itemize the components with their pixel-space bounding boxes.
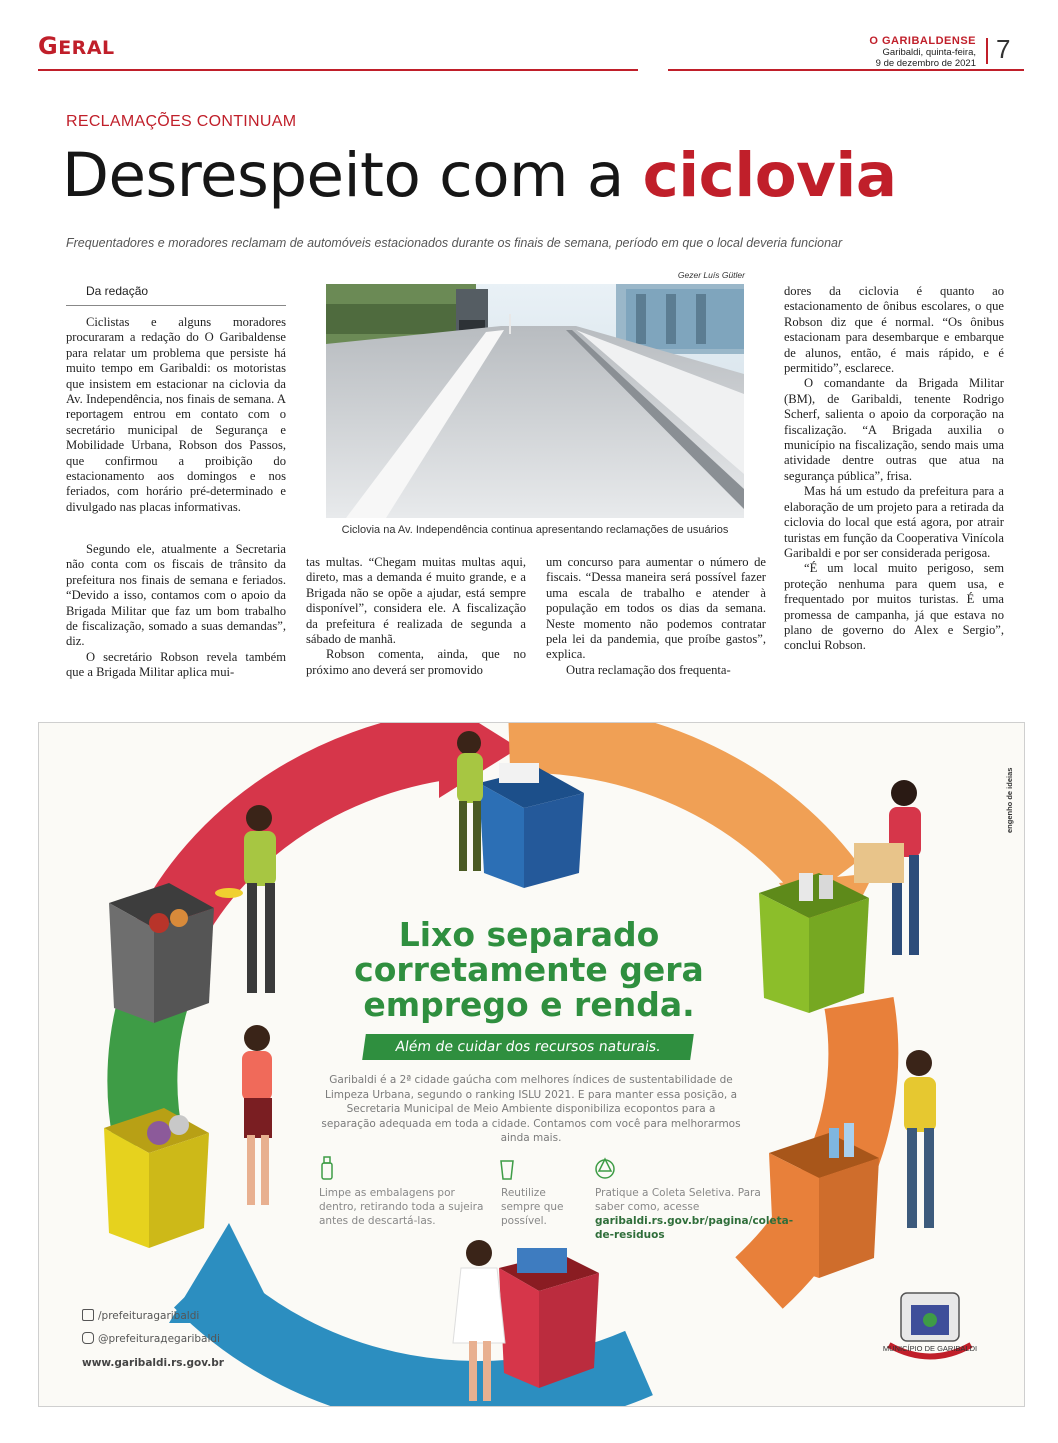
paragraph: dores da ciclovia é quanto ao estacionamento de ônibus escolares, o que Robson diz que é normal. “Os ônibus estacionam para desembarque e embarque de alunos, então, é mais rápido, e é permitido”, esclarece.: [784, 284, 1004, 376]
paragraph: O comandante da Brigada Militar (BM), de Garibaldi, tenente Rodrigo Scherf, salienta o apoio da corporação na fiscalização. “A Brigada auxilia o município na fiscalização, sendo mais uma atividade dentre outras que atua na segurança pública”, frisa.: [784, 376, 1004, 483]
dateline-1: Garibaldi, quinta-feira,: [882, 47, 976, 58]
tip-clean-packaging: Limpe as embalagens por dentro, retirando toda a sujeira antes de descartá-las.: [319, 1187, 484, 1227]
photo-caption: Ciclovia na Av. Independência continua apresentando reclamações de usuários: [341, 524, 729, 536]
article-kicker: RECLAMAÇÕES CONTINUAM: [66, 113, 297, 130]
article-column-1-bottom: [66, 542, 286, 681]
paragraph: Ciclistas e alguns moradores procuraram a redação do O Garibaldense para relatar um problema que persiste há muito tempo em Garibaldi: os motoristas que insistem em estacionar na ciclovia da Av. Independência, nos finais de semana. A reportagem entrou em contato com o secretário municipal de Segurança e Mobilidade Urbana, Robson dos Passos, que confirmou a proibição do estacionamento aos domingos e nos feriados, com horário pré-determinado e divulgado nas placas informativas.: [66, 315, 286, 514]
blue-bin: [479, 763, 584, 888]
article-photo: [326, 284, 744, 518]
tip-reuse: Reutilize sempre que possível.: [501, 1187, 564, 1227]
article-column-3: [546, 555, 766, 678]
tip-selective-text: Pratique a Coleta Seletiva. Para saber como, acesse: [595, 1187, 761, 1213]
collection-link[interactable]: garibaldi.rs.gov.br/pagina/coleta-de-residuos: [595, 1215, 794, 1241]
facebook-icon: [82, 1309, 94, 1321]
paper-name: O GARIBALDENSE: [869, 35, 976, 47]
paragraph: tas multas. “Chegam muitas multas aqui, direto, mas a demanda é muito grande, e a Brigada não se opõe a ajudar, está sempre disponível”, considera ele. A fiscalização da prefeitura é realizada de segunda a sábado de manhã.: [306, 555, 526, 647]
red-bin: [499, 1248, 599, 1388]
paragraph: Robson comenta, ainda, que no próximo ano deverá ser promovido: [306, 647, 526, 677]
blue-arrow-head: [169, 1223, 279, 1323]
municipal-website[interactable]: www.garibaldi.rs.gov.br: [82, 1357, 224, 1369]
ad-title: Lixo separado corretamente gera emprego e renda.: [354, 915, 704, 1024]
cup-icon: [501, 1161, 513, 1179]
yellow-bin: [104, 1108, 209, 1248]
byline-rule: [66, 305, 286, 306]
municipality-name: MUNICÍPIO DE GARIBALDI: [882, 1344, 978, 1353]
green-bin: [759, 873, 869, 1013]
recycling-illustration: [39, 723, 1025, 1407]
article-headline: [62, 140, 897, 211]
paragraph: Outra reclamação dos frequenta-: [566, 662, 731, 677]
ad-tagline: Além de cuidar dos recursos naturais.: [362, 1034, 694, 1060]
instagram-handle[interactable]: [82, 1332, 220, 1345]
photo-credit: Gezer Luís Gütler: [677, 270, 745, 280]
facebook-handle[interactable]: [82, 1309, 199, 1322]
section-rest: ERAL: [58, 37, 115, 59]
article-byline: Da redação: [86, 284, 149, 298]
section-name: [38, 32, 115, 60]
section-initial: G: [38, 32, 59, 60]
headline-main: Desrespeito com a: [62, 140, 643, 211]
instagram-icon: [82, 1332, 94, 1344]
recycle-icon: [596, 1159, 614, 1178]
headline-accent: ciclovia: [642, 140, 897, 211]
recycling-advertisement: [38, 722, 1025, 1407]
article-column-2: [306, 555, 526, 678]
agency-credit: engenho de ideias: [1005, 767, 1014, 833]
person-left-bottom: [242, 1025, 272, 1205]
masthead: [869, 36, 976, 69]
article-column-1-top: [66, 315, 286, 515]
paragraph: um concurso para aumentar o número de fiscais. “Dessa maneira será possível fazer uma escala de trabalho e atender à população em todos os dias da semana. Neste momento não podemos contratar pela lei da pandemia, que proíbe gastos”, explica.: [546, 555, 766, 662]
facebook-handle-text: /prefeituragaribaldi: [98, 1310, 200, 1322]
header-rule-left: [38, 69, 638, 71]
paragraph: “É um local muito perigoso, sem proteção nenhuma para quem usa, e frequentado por muitos turistas. É uma promessa de campanha, já que estava no plano de governo do Alex e Sergio”, conclui Robson.: [784, 561, 1004, 653]
header-rule-right: [668, 69, 1024, 71]
article-column-4: [784, 284, 1004, 654]
instagram-handle-text: @prefeiturадegaribaldi: [98, 1333, 220, 1345]
grey-bin: [109, 883, 214, 1023]
bike-lane-photo: [326, 284, 744, 518]
tip-selective-collection: [595, 1186, 794, 1242]
paragraph: O secretário Robson revela também que a Brigada Militar aplica mui-: [66, 649, 286, 680]
bottle-icon: [322, 1157, 332, 1179]
page-number: 7: [996, 34, 1011, 64]
paragraph: Segundo ele, atualmente a Secretaria não conta com os fiscais de trânsito da prefeitura nos finais de semana e feriados. “Devido a isso, contamos com o apoio da Brigada Militar que faz um bom trabalho de fiscalização, somado a suas demandas”, diz.: [66, 542, 286, 649]
page-number-divider: [986, 38, 988, 64]
article-subhead: Frequentadores e moradores reclamam de automóveis estacionados durante os finais de semana, período em que o local deveria funcionar: [66, 236, 843, 250]
paragraph: Mas há um estudo da prefeitura para a elaboração de um projeto para a retirada da ciclovia do local que está agora, por atrair turistas em função da Cooperativa Vinícola Garibaldi e por ser considerada perigosa.: [784, 484, 1004, 560]
ad-body-text: Garibaldi é a 2ª cidade gaúcha com melhores índices de sustentabilidade de Limpeza Urbana, segundo o ranking ISLU 2021. E para manter essa posição, a Secretaria Municipal de Meio Ambiente disponibiliza ecopontos para a separação adequada em toda a cidade. Contamos com você para melhorarmos ainda mais.: [321, 1074, 741, 1144]
dateline-2: 9 de dezembro de 2021: [875, 58, 976, 69]
person-right-bottom: [904, 1050, 936, 1228]
